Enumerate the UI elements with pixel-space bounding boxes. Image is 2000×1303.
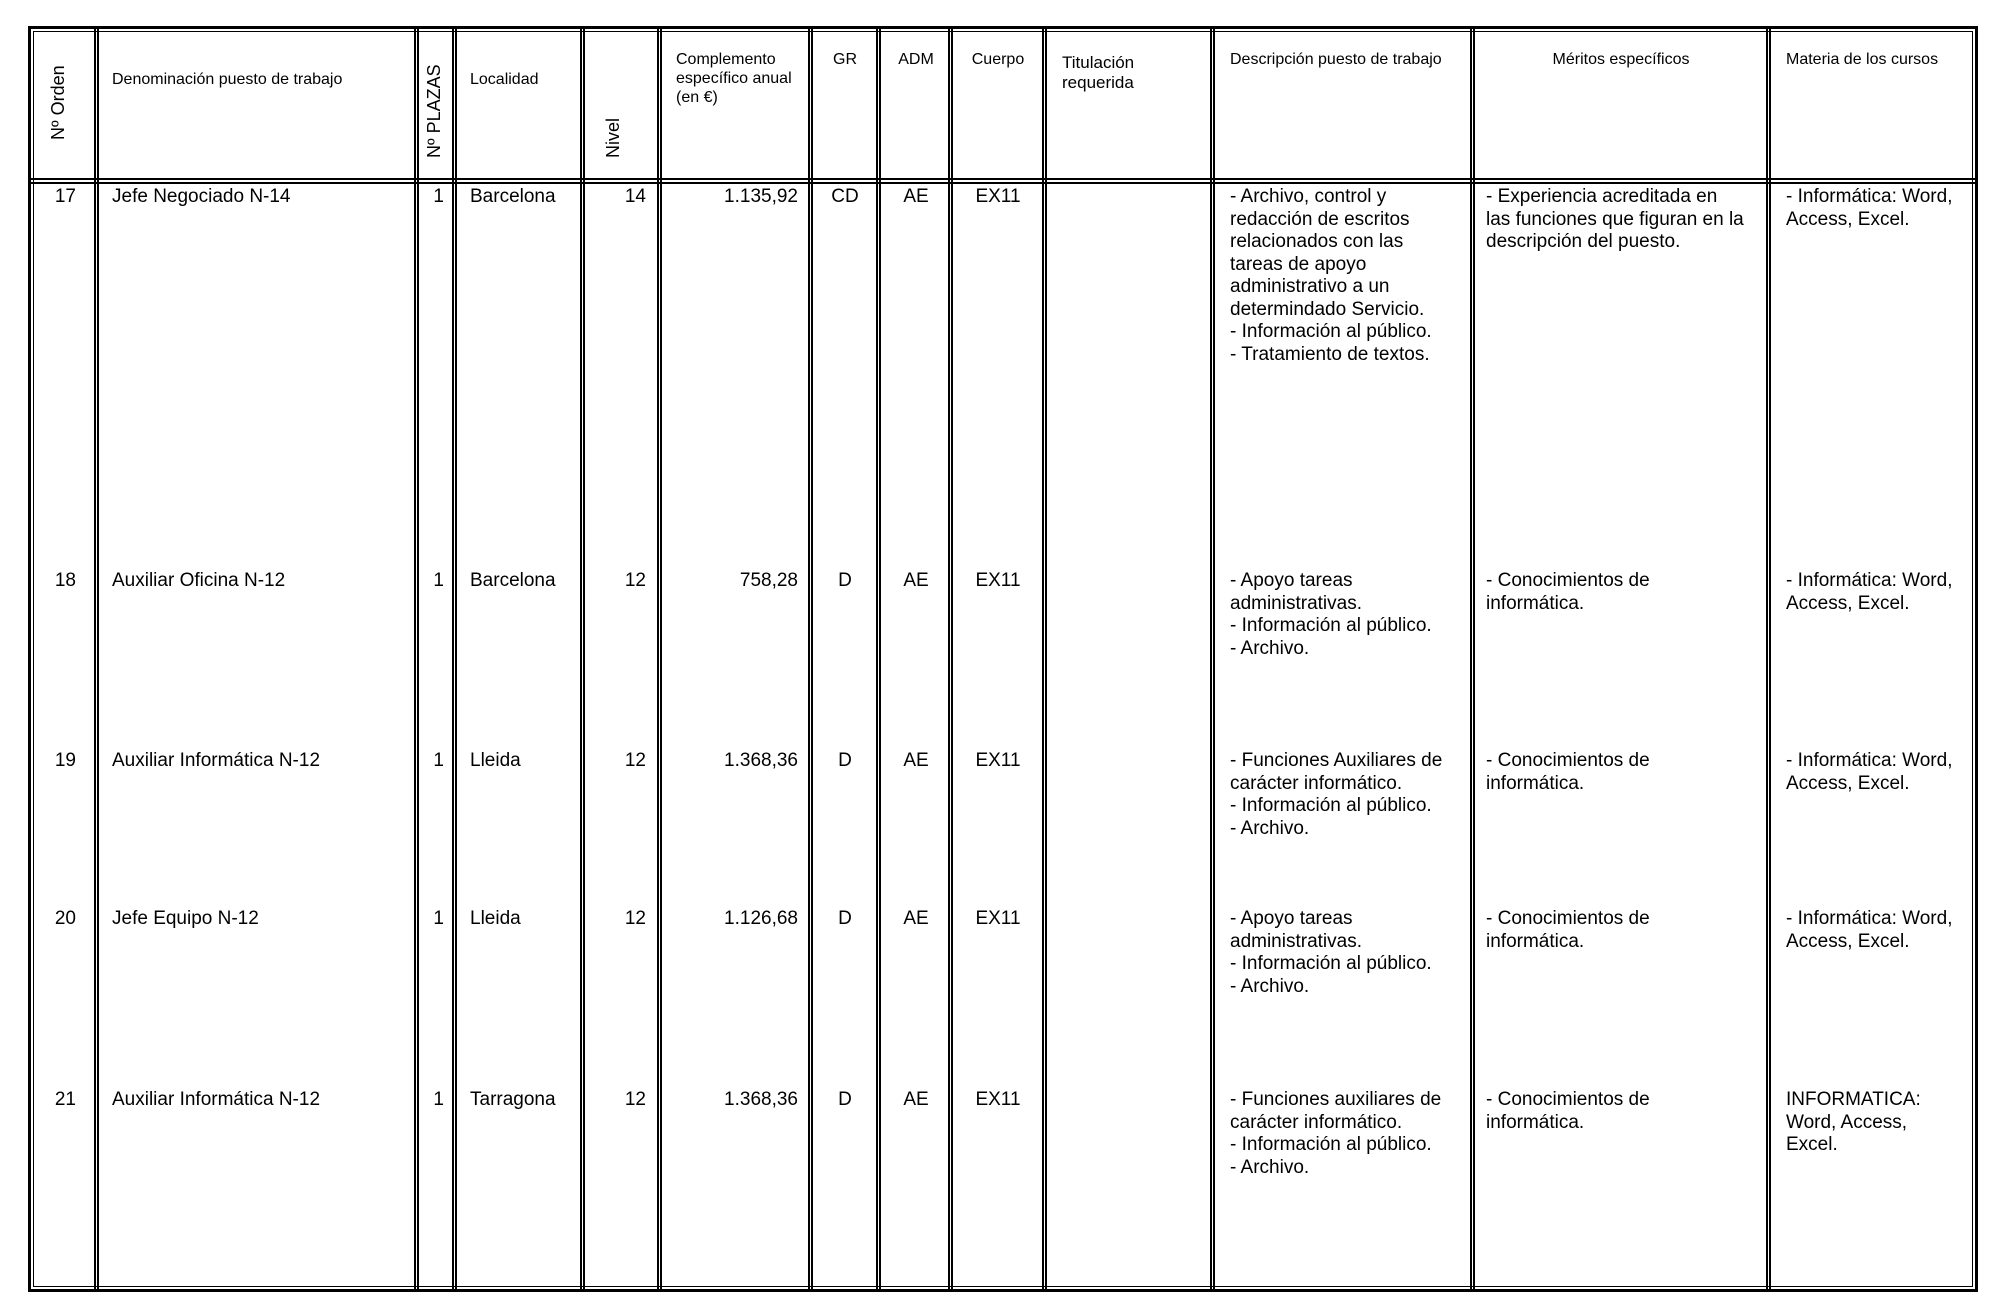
header-descripcion: Descripción puesto de trabajo bbox=[1230, 51, 1442, 68]
column-divider bbox=[452, 28, 454, 1290]
cell-orden: 20 bbox=[54, 908, 76, 929]
cell-nivel: 12 bbox=[624, 750, 646, 771]
header-plazas: Nº PLAZAS bbox=[424, 64, 444, 158]
cell-complemento: 1.126,68 bbox=[724, 908, 798, 929]
cell-materia: - Informática: Word, Access, Excel. bbox=[1786, 570, 1953, 614]
cell-gr: CD bbox=[831, 186, 859, 207]
cell-complemento: 1.135,92 bbox=[724, 186, 798, 207]
cell-adm: AE bbox=[903, 1089, 929, 1110]
cell-denominacion: Auxiliar Oficina N-12 bbox=[112, 570, 286, 591]
cell-nivel: 12 bbox=[624, 908, 646, 929]
cell-adm: AE bbox=[903, 908, 929, 929]
cell-plazas: 1 bbox=[433, 750, 444, 771]
header-separator bbox=[30, 182, 1976, 184]
cell-descripcion: - Funciones auxiliares de carácter informático. - Información al público. - Archivo. bbox=[1230, 1089, 1442, 1178]
column-divider bbox=[657, 28, 659, 1290]
cell-materia: - Informática: Word, Access, Excel. bbox=[1786, 186, 1953, 230]
cell-denominacion: Jefe Negociado N-14 bbox=[112, 186, 291, 207]
cell-orden: 17 bbox=[54, 186, 76, 207]
cell-nivel: 12 bbox=[624, 1089, 646, 1110]
cell-denominacion: Auxiliar Informática N-12 bbox=[112, 750, 321, 771]
column-divider bbox=[94, 28, 96, 1290]
cell-localidad: Tarragona bbox=[470, 1089, 556, 1110]
cell-meritos: - Conocimientos de informática. bbox=[1486, 750, 1650, 794]
cell-complemento: 1.368,36 bbox=[724, 750, 798, 771]
cell-orden: 19 bbox=[54, 750, 76, 771]
cell-meritos: - Conocimientos de informática. bbox=[1486, 570, 1650, 614]
cell-descripcion: - Archivo, control y redacción de escritos relacionados con las tareas de apoyo administrativo a un determindado Servicio. - Información al público. - Tratamiento de textos. bbox=[1230, 186, 1432, 365]
cell-localidad: Barcelona bbox=[470, 186, 556, 207]
cell-cuerpo: EX11 bbox=[975, 570, 1021, 591]
cell-complemento: 1.368,36 bbox=[724, 1089, 798, 1110]
cell-materia: INFORMATICA: Word, Access, Excel. bbox=[1786, 1089, 1921, 1155]
column-divider bbox=[1766, 28, 1768, 1290]
header-adm: ADM bbox=[898, 51, 934, 68]
cell-nivel: 14 bbox=[624, 186, 646, 207]
cell-descripcion: - Funciones Auxiliares de carácter informático. - Información al público. - Archivo. bbox=[1230, 750, 1443, 839]
cell-cuerpo: EX11 bbox=[975, 750, 1021, 771]
cell-materia: - Informática: Word, Access, Excel. bbox=[1786, 908, 1953, 952]
column-divider bbox=[876, 28, 878, 1290]
cell-gr: D bbox=[838, 570, 852, 591]
column-divider bbox=[580, 28, 582, 1290]
cell-denominacion: Jefe Equipo N-12 bbox=[112, 908, 259, 929]
cell-cuerpo: EX11 bbox=[975, 1089, 1021, 1110]
cell-plazas: 1 bbox=[433, 908, 444, 929]
cell-plazas: 1 bbox=[433, 1089, 444, 1110]
cell-orden: 21 bbox=[54, 1089, 76, 1110]
cell-gr: D bbox=[838, 1089, 852, 1110]
cell-adm: AE bbox=[903, 186, 929, 207]
cell-descripcion: - Apoyo tareas administrativas. - Información al público. - Archivo. bbox=[1230, 570, 1432, 659]
column-divider bbox=[1042, 28, 1044, 1290]
cell-cuerpo: EX11 bbox=[975, 186, 1021, 207]
cell-adm: AE bbox=[903, 750, 929, 771]
cell-cuerpo: EX11 bbox=[975, 908, 1021, 929]
cell-plazas: 1 bbox=[433, 570, 444, 591]
header-complemento: Complemento específico anual (en €) bbox=[676, 51, 792, 106]
cell-nivel: 12 bbox=[624, 570, 646, 591]
column-divider bbox=[808, 28, 810, 1290]
cell-complemento: 758,28 bbox=[739, 570, 798, 591]
header-meritos: Méritos específicos bbox=[1552, 51, 1690, 68]
cell-meritos: - Experiencia acreditada en las funciones que figuran en la descripción del puesto. bbox=[1486, 186, 1744, 252]
cell-descripcion: - Apoyo tareas administrativas. - Información al público. - Archivo. bbox=[1230, 908, 1432, 997]
header-cuerpo: Cuerpo bbox=[971, 51, 1025, 68]
header-gr: GR bbox=[833, 51, 857, 68]
header-titulacion: Titulación requerida bbox=[1062, 53, 1135, 92]
column-divider bbox=[1210, 28, 1212, 1290]
column-divider bbox=[1470, 28, 1472, 1290]
header-separator bbox=[30, 178, 1976, 180]
cell-localidad: Barcelona bbox=[470, 570, 556, 591]
cell-gr: D bbox=[838, 750, 852, 771]
cell-materia: - Informática: Word, Access, Excel. bbox=[1786, 750, 1953, 794]
header-nivel: Nivel bbox=[603, 117, 623, 158]
column-divider bbox=[414, 28, 416, 1290]
cell-localidad: Lleida bbox=[470, 908, 521, 929]
header-materia: Materia de los cursos bbox=[1786, 51, 1939, 68]
cell-meritos: - Conocimientos de informática. bbox=[1486, 908, 1650, 952]
header-denominacion: Denominación puesto de trabajo bbox=[112, 71, 343, 88]
cell-gr: D bbox=[838, 908, 852, 929]
cell-orden: 18 bbox=[54, 570, 76, 591]
cell-denominacion: Auxiliar Informática N-12 bbox=[112, 1089, 321, 1110]
cell-plazas: 1 bbox=[433, 186, 444, 207]
cell-meritos: - Conocimientos de informática. bbox=[1486, 1089, 1650, 1133]
header-localidad: Localidad bbox=[470, 71, 539, 88]
cell-adm: AE bbox=[903, 570, 929, 591]
column-divider bbox=[948, 28, 950, 1290]
cell-localidad: Lleida bbox=[470, 750, 521, 771]
header-orden: Nº Orden bbox=[48, 65, 68, 140]
